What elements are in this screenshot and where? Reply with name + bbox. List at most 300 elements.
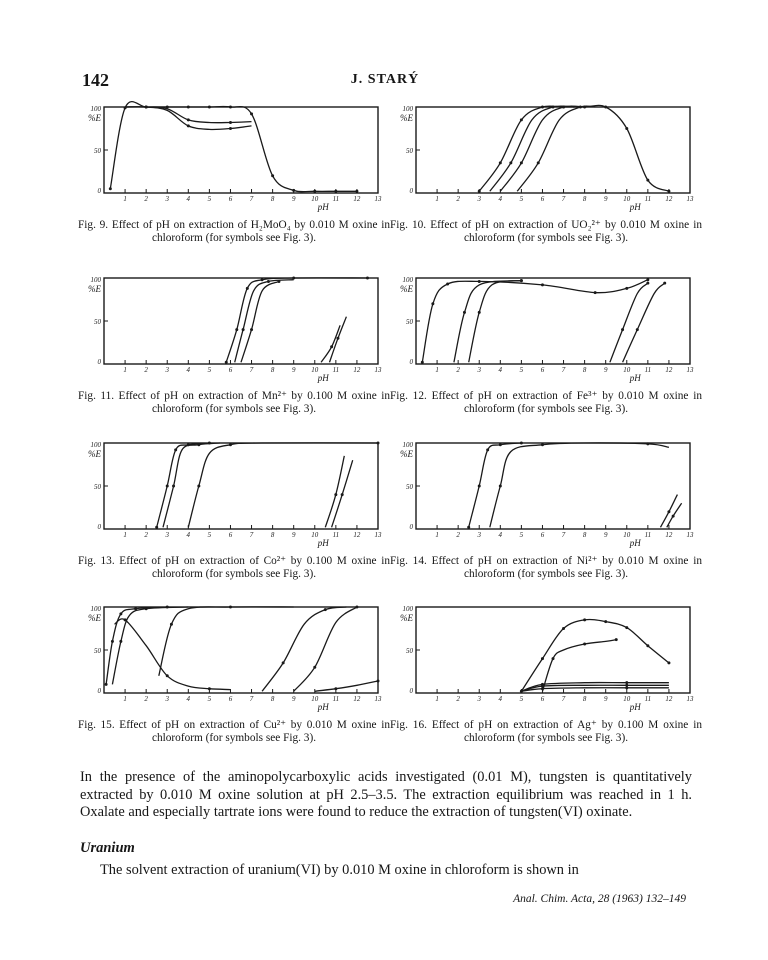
section-heading: Uranium (80, 840, 135, 856)
data-point (625, 626, 628, 629)
data-point (615, 638, 618, 641)
x-tick-label: 6 (540, 695, 545, 703)
x-tick-label: 2 (144, 195, 148, 203)
journal-citation: Anal. Chim. Acta, 28 (1963) 132–149 (513, 893, 686, 905)
page-header (82, 70, 688, 94)
series-line (521, 620, 669, 692)
x-tick-label: 6 (540, 366, 545, 374)
x-tick-label: 12 (353, 531, 361, 539)
chart-fig-11 (78, 274, 390, 386)
y-tick-label: 0 (409, 187, 413, 195)
y-tick-label: 100 (402, 276, 413, 284)
x-tick-label: 1 (435, 195, 439, 203)
y-tick-label: 100 (402, 441, 413, 449)
x-tick-label: 8 (270, 695, 275, 703)
y-axis-label: %E (400, 449, 413, 459)
x-axis-label: pH (317, 202, 329, 212)
series-line (262, 607, 346, 691)
series-line (623, 283, 665, 362)
data-point (282, 661, 285, 664)
data-point (431, 302, 434, 305)
y-tick-label: 50 (94, 647, 101, 655)
data-point (672, 515, 675, 518)
x-tick-label: 5 (207, 366, 212, 374)
data-point (313, 190, 316, 193)
x-tick-label: 11 (332, 531, 340, 539)
series-line (106, 607, 167, 684)
data-point (520, 118, 523, 121)
x-tick-label: 12 (665, 366, 673, 374)
data-point (124, 618, 127, 621)
figure-10 (390, 103, 702, 265)
y-tick-label: 50 (406, 647, 413, 655)
x-tick-label: 13 (686, 366, 694, 374)
data-point (478, 485, 481, 488)
data-point (541, 106, 544, 109)
data-point (499, 443, 502, 446)
figure-11 (78, 274, 390, 436)
data-point (292, 189, 295, 192)
x-tick-label: 11 (332, 195, 340, 203)
data-point (172, 485, 175, 488)
data-point (330, 345, 333, 348)
data-point (267, 280, 270, 283)
x-tick-label: 10 (311, 531, 319, 539)
x-tick-label: 3 (477, 531, 481, 539)
data-point (355, 606, 358, 609)
data-point (667, 190, 670, 193)
data-point (499, 161, 502, 164)
plot-frame (416, 278, 690, 364)
x-tick-label: 8 (582, 366, 587, 374)
data-point (541, 657, 544, 660)
series-line (321, 325, 340, 362)
data-point (250, 112, 253, 115)
x-tick-label: 11 (644, 695, 652, 703)
x-tick-label: 7 (561, 366, 566, 374)
x-tick-label: 4 (186, 695, 191, 703)
x-tick-label: 13 (686, 195, 694, 203)
series-line (490, 106, 574, 191)
y-tick-label: 0 (97, 358, 101, 366)
x-tick-label: 2 (456, 695, 460, 703)
series-line (479, 105, 669, 191)
x-tick-label: 8 (270, 366, 275, 374)
data-point (271, 174, 274, 177)
x-tick-label: 9 (291, 531, 296, 539)
data-point (242, 328, 245, 331)
y-tick-label: 0 (97, 523, 101, 531)
y-tick-label: 0 (409, 523, 413, 531)
y-tick-label: 100 (402, 605, 413, 613)
y-tick-label: 100 (402, 105, 413, 113)
x-tick-label: 3 (165, 695, 169, 703)
x-tick-label: 1 (123, 195, 127, 203)
data-point (235, 328, 238, 331)
x-tick-label: 10 (311, 366, 319, 374)
x-tick-label: 13 (374, 695, 382, 703)
data-point (208, 687, 211, 690)
x-tick-label: 9 (291, 195, 296, 203)
plot-frame (416, 443, 690, 529)
x-axis-label: pH (317, 373, 329, 383)
plot-frame (416, 607, 690, 693)
data-point (486, 448, 489, 451)
x-tick-label: 6 (228, 366, 233, 374)
x-tick-label: 10 (311, 695, 319, 703)
chart-fig-12 (390, 274, 702, 386)
data-point (625, 684, 628, 687)
data-point (229, 121, 232, 124)
plot-frame (104, 278, 378, 364)
x-tick-label: 4 (186, 195, 191, 203)
data-point (111, 640, 114, 643)
x-tick-label: 4 (186, 366, 191, 374)
data-point (604, 106, 607, 109)
series-line (490, 443, 669, 527)
x-tick-label: 6 (228, 695, 233, 703)
x-tick-label: 8 (270, 531, 275, 539)
data-point (499, 485, 502, 488)
data-point (261, 278, 264, 281)
x-tick-label: 4 (498, 195, 503, 203)
x-tick-label: 9 (603, 366, 608, 374)
x-tick-label: 7 (249, 366, 254, 374)
x-tick-label: 10 (311, 195, 319, 203)
x-tick-label: 1 (435, 531, 439, 539)
y-axis-label: %E (400, 613, 413, 623)
data-point (145, 607, 148, 610)
x-tick-label: 1 (123, 366, 127, 374)
x-tick-label: 9 (291, 366, 296, 374)
data-point (625, 287, 628, 290)
x-tick-label: 5 (207, 531, 212, 539)
data-point (520, 442, 523, 445)
x-tick-label: 5 (519, 195, 524, 203)
y-axis-label: %E (400, 113, 413, 123)
data-point (170, 623, 173, 626)
x-tick-label: 5 (519, 531, 524, 539)
data-point (646, 278, 649, 281)
y-tick-label: 50 (406, 147, 413, 155)
x-tick-label: 3 (477, 195, 481, 203)
x-tick-label: 4 (186, 531, 191, 539)
data-point (583, 642, 586, 645)
data-point (541, 443, 544, 446)
data-point (562, 106, 565, 109)
x-axis-label: pH (629, 538, 641, 548)
x-tick-label: 10 (623, 695, 631, 703)
data-point (341, 493, 344, 496)
data-point (229, 106, 232, 109)
x-tick-label: 2 (456, 195, 460, 203)
figure-caption: Fig. 10. Effect of pH on extraction of UO₂²⁺ by 0.010 M oxine in chloroform (for symbols see Fig. 3). (390, 219, 702, 244)
x-tick-label: 2 (144, 531, 148, 539)
data-point (583, 618, 586, 621)
series-line (115, 619, 231, 690)
y-axis-label: %E (88, 113, 101, 123)
x-tick-label: 9 (603, 531, 608, 539)
x-tick-label: 7 (561, 195, 566, 203)
data-point (166, 674, 169, 677)
data-point (636, 328, 639, 331)
data-point (324, 608, 327, 611)
data-point (667, 661, 670, 664)
x-tick-label: 11 (644, 531, 652, 539)
data-point (520, 279, 523, 282)
figure-caption: Fig. 14. Effect of pH on extraction of Ni²⁺ by 0.010 M oxine in chloroform (for symbols see Fig. 3). (390, 555, 702, 580)
figure-caption: Fig. 16. Effect of pH on extraction of Ag⁺ by 0.100 M oxine in chloroform (for symbols see Fig. 3). (390, 719, 702, 744)
y-tick-label: 50 (94, 147, 101, 155)
x-tick-label: 13 (374, 366, 382, 374)
x-tick-label: 10 (623, 195, 631, 203)
series-line (315, 681, 378, 691)
data-point (229, 127, 232, 130)
data-point (667, 510, 670, 513)
series-line (241, 281, 279, 362)
y-tick-label: 50 (94, 483, 101, 491)
data-point (187, 124, 190, 127)
data-point (377, 679, 380, 682)
data-point (562, 627, 565, 630)
data-point (377, 442, 380, 445)
plot-frame (104, 607, 378, 693)
y-tick-label: 0 (97, 187, 101, 195)
x-tick-label: 12 (353, 366, 361, 374)
x-tick-label: 11 (332, 366, 340, 374)
figure-14 (390, 439, 702, 601)
chart-fig-15 (78, 603, 390, 715)
data-point (229, 606, 232, 609)
x-tick-label: 13 (686, 695, 694, 703)
data-point (625, 681, 628, 684)
data-point (509, 161, 512, 164)
data-point (225, 361, 228, 364)
y-tick-label: 50 (406, 483, 413, 491)
series-line (500, 106, 584, 191)
data-point (446, 283, 449, 286)
series-line (294, 607, 357, 691)
x-tick-label: 6 (540, 195, 545, 203)
x-tick-label: 7 (249, 695, 254, 703)
x-tick-label: 10 (623, 531, 631, 539)
data-point (478, 190, 481, 193)
data-point (119, 612, 122, 615)
figure-9 (78, 103, 390, 265)
plot-frame (104, 443, 378, 529)
data-point (155, 526, 158, 529)
x-tick-label: 3 (165, 366, 169, 374)
x-axis-label: pH (317, 538, 329, 548)
body-paragraph: In the presence of the aminopolycarboxylic acids investigated (0.01 M), tungsten is quantitatively extracted by 0.010 M oxine solution at pH 2.5–3.5. The extraction equilibrium was reached in 1 h. Oxalate and especially tartrate ions were found to reduce the extraction of tungsten(VI) oxinate. (80, 769, 692, 820)
series-line (226, 278, 367, 362)
data-point (541, 283, 544, 286)
data-point (552, 106, 555, 109)
x-tick-label: 1 (123, 695, 127, 703)
x-tick-label: 9 (291, 695, 296, 703)
plot-frame (104, 107, 378, 193)
x-tick-label: 7 (561, 695, 566, 703)
data-point (467, 526, 470, 529)
figure-13 (78, 439, 390, 601)
page-number: 142 (82, 70, 109, 90)
y-axis-label: %E (88, 284, 101, 294)
x-tick-label: 8 (582, 531, 587, 539)
series-line (110, 102, 357, 192)
x-tick-label: 5 (519, 366, 524, 374)
data-point (334, 493, 337, 496)
data-point (646, 179, 649, 182)
y-tick-label: 0 (97, 687, 101, 695)
x-tick-label: 1 (435, 695, 439, 703)
x-tick-label: 3 (477, 695, 481, 703)
x-tick-label: 9 (603, 695, 608, 703)
y-tick-label: 100 (90, 276, 101, 284)
x-tick-label: 3 (165, 531, 169, 539)
x-tick-label: 1 (123, 531, 127, 539)
x-tick-label: 4 (498, 695, 503, 703)
x-tick-label: 6 (540, 531, 545, 539)
y-tick-label: 0 (409, 358, 413, 366)
figure-12 (390, 274, 702, 436)
data-point (109, 187, 112, 190)
chart-fig-9 (78, 103, 390, 215)
chart-fig-14 (390, 439, 702, 551)
data-point (174, 448, 177, 451)
x-tick-label: 4 (498, 531, 503, 539)
x-tick-label: 4 (498, 366, 503, 374)
data-point (625, 127, 628, 130)
x-tick-label: 5 (519, 695, 524, 703)
data-point (579, 106, 582, 109)
series-line (610, 283, 648, 362)
series-line (188, 443, 378, 527)
data-point (594, 291, 597, 294)
data-point (646, 282, 649, 285)
data-point (145, 106, 148, 109)
data-point (334, 190, 337, 193)
x-tick-label: 13 (374, 531, 382, 539)
x-tick-label: 9 (603, 195, 608, 203)
x-tick-label: 12 (665, 531, 673, 539)
data-point (166, 485, 169, 488)
x-tick-label: 11 (332, 695, 340, 703)
figure-caption: Fig. 15. Effect of pH on extraction of Cu²⁺ by 0.010 M oxine in chloroform (for symbols see Fig. 3). (78, 719, 390, 744)
y-tick-label: 100 (90, 605, 101, 613)
data-point (277, 280, 280, 283)
data-point (366, 277, 369, 280)
series-line (159, 607, 294, 676)
x-tick-label: 8 (582, 695, 587, 703)
y-tick-label: 50 (94, 318, 101, 326)
data-point (537, 161, 540, 164)
data-point (355, 190, 358, 193)
y-tick-label: 50 (406, 318, 413, 326)
x-tick-label: 7 (561, 531, 566, 539)
figure-15 (78, 603, 390, 765)
running-head: J. STARÝ (350, 72, 420, 87)
x-axis-label: pH (629, 202, 641, 212)
x-tick-label: 3 (165, 195, 169, 203)
series-line (454, 281, 522, 363)
figure-16 (390, 603, 702, 765)
x-tick-label: 8 (270, 195, 275, 203)
data-point (552, 657, 555, 660)
x-tick-label: 2 (144, 695, 148, 703)
data-point (229, 443, 232, 446)
x-tick-label: 5 (207, 195, 212, 203)
x-tick-label: 13 (374, 195, 382, 203)
figure-caption: Fig. 9. Effect of pH on extraction of H₂MoO₄ by 0.010 M oxine in chloroform (for symbols see Fig. 3). (78, 219, 390, 244)
data-point (520, 161, 523, 164)
x-tick-label: 2 (456, 366, 460, 374)
data-point (197, 485, 200, 488)
x-tick-label: 12 (665, 695, 673, 703)
y-tick-label: 0 (409, 687, 413, 695)
x-tick-label: 8 (582, 195, 587, 203)
y-axis-label: %E (88, 449, 101, 459)
chart-fig-13 (78, 439, 390, 551)
data-point (197, 443, 200, 446)
data-point (478, 311, 481, 314)
data-point (187, 106, 190, 109)
y-axis-label: %E (400, 284, 413, 294)
x-tick-label: 6 (228, 531, 233, 539)
data-point (208, 106, 211, 109)
x-tick-label: 7 (249, 531, 254, 539)
y-tick-label: 100 (90, 441, 101, 449)
x-axis-label: pH (629, 373, 641, 383)
y-axis-label: %E (88, 613, 101, 623)
figure-caption: Fig. 11. Effect of pH on extraction of Mn²⁺ by 0.100 M oxine in chloroform (for symbols see Fig. 3). (78, 390, 390, 415)
x-tick-label: 12 (353, 695, 361, 703)
data-point (663, 282, 666, 285)
data-point (334, 687, 337, 690)
chart-fig-16 (390, 603, 702, 715)
data-point (292, 277, 295, 280)
x-axis-label: pH (629, 702, 641, 712)
x-tick-label: 12 (353, 195, 361, 203)
data-point (541, 685, 544, 688)
x-axis-label: pH (317, 702, 329, 712)
data-point (336, 337, 339, 340)
x-tick-label: 2 (456, 531, 460, 539)
x-tick-label: 11 (644, 366, 652, 374)
x-tick-label: 1 (435, 366, 439, 374)
data-point (621, 328, 624, 331)
data-point (625, 686, 628, 689)
data-point (646, 442, 649, 445)
x-tick-label: 13 (686, 531, 694, 539)
x-tick-label: 7 (249, 195, 254, 203)
data-point (250, 328, 253, 331)
figure-caption: Fig. 13. Effect of pH on extraction of Co²⁺ by 0.100 M oxine in chloroform (for symbols see Fig. 3). (78, 555, 390, 580)
x-tick-label: 2 (144, 366, 148, 374)
data-point (313, 666, 316, 669)
data-point (478, 280, 481, 283)
data-point (246, 287, 249, 290)
figure-caption: Fig. 12. Effect of pH on extraction of Fe³⁺ by 0.010 M oxine in chloroform (for symbols see Fig. 3). (390, 390, 702, 415)
x-tick-label: 12 (665, 195, 673, 203)
series-line (469, 281, 522, 363)
body-paragraph: The solvent extraction of uranium(VI) by 0.010 M oxine in chloroform is shown in (100, 862, 579, 878)
data-point (119, 640, 122, 643)
data-point (541, 687, 544, 690)
x-tick-label: 10 (623, 366, 631, 374)
data-point (187, 118, 190, 121)
series-line (469, 443, 522, 527)
series-line (235, 280, 294, 363)
